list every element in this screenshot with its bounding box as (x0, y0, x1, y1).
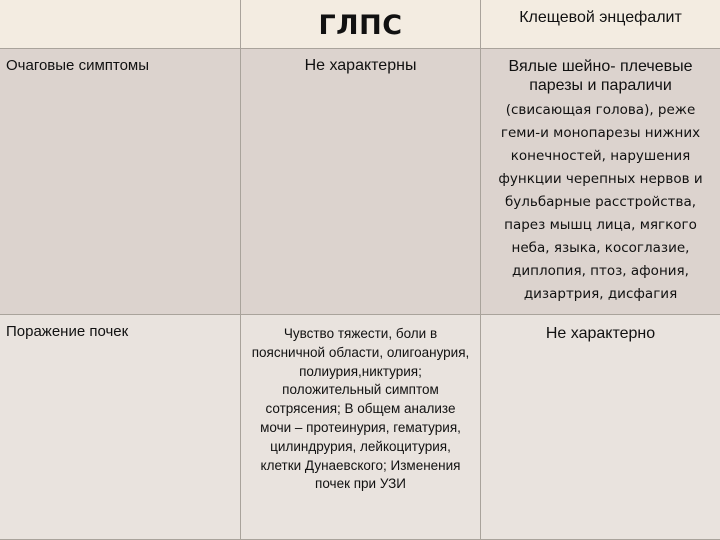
cell-kidney-encephalitis: Не характерно (481, 315, 720, 540)
header-glps: ГЛПС (241, 0, 481, 49)
cell-kidney-glps: Чувство тяжести, боли в поясничной области, олигоанурия, полиурия,никтурия; положительный симптом сотрясения; В общем анализе мочи – протеинурия, гематурия, цилиндрурия, лейкоцитурия, клетки Дунаевского; Изменения почек при УЗИ (241, 315, 481, 540)
row-label-focal-symptoms: Очаговые симптомы (0, 49, 241, 315)
focal-encephalitis-main-text: Вялые шейно- плечевые парезы и параличи (508, 58, 693, 94)
cell-focal-glps: Не характерны (241, 49, 481, 315)
header-tick-borne-encephalitis: Клещевой энцефалит (481, 0, 720, 49)
cell-focal-encephalitis (481, 49, 720, 315)
row-label-kidney-damage: Поражение почек (0, 315, 241, 540)
focal-encephalitis-detail-text: (свисающая голова), реже геми-и монопарезы нижних конечностей, нарушения функции черепных нервов и бульбарные расстройства, парез мышц лица, мягкого неба, языка, косоглазие, диплопия, птоз, афония, дизартрия, дисфагия (498, 102, 703, 302)
header-empty-cell (0, 0, 241, 49)
